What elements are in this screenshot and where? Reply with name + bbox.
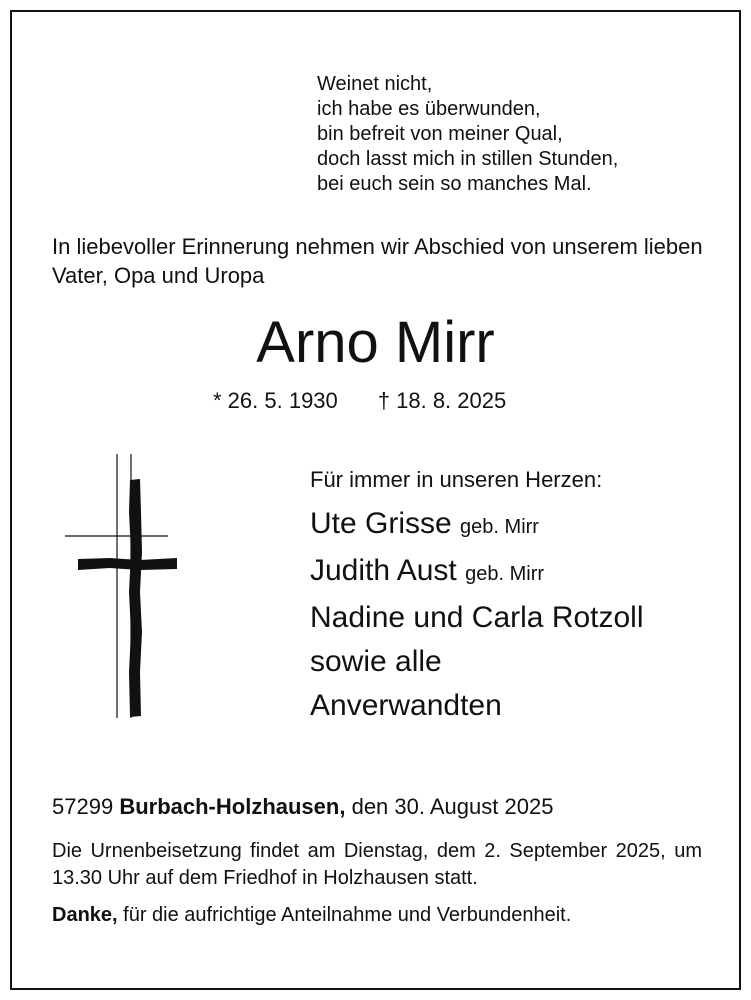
life-dates [213,386,506,416]
birth-date: * 26. 5. 1930 [213,388,338,413]
mourners-heading: Für immer in unseren Herzen: [310,467,603,492]
place-and-date [52,792,553,822]
mourner-name: sowie alle [310,645,442,678]
town-name: Burbach-Holzhausen, [119,794,346,819]
notice-date: den 30. August 2025 [351,794,554,819]
cross-icon [60,452,190,722]
burial-info: Die Urnenbeisetzung findet am Dienstag, dem 2. September 2025, um 13.30 Uhr auf dem Friedhof in Holzhausen statt. [52,840,702,889]
mourner-name: Ute Grisse [310,507,452,540]
mourner-name: Anverwandten [310,689,502,722]
mourner-name: Nadine und Carla Rotzoll [310,601,644,634]
poem-line: ich habe es überwunden, [317,98,541,120]
mourner-note: geb. Mirr [465,563,545,585]
mourners-list [310,502,644,728]
postal-code: 57299 [52,794,114,819]
intro-text: In liebevoller Erinnerung nehmen wir Abschied von unserem lieben Vater, Opa und Uropa [52,234,703,288]
deceased-name: Arno Mirr [256,310,495,375]
thanks-rest: für die aufrichtige Anteilnahme und Verbundenheit. [123,904,572,926]
poem [317,72,618,197]
mourner-note: geb. Mirr [460,516,539,538]
mourner-entry [310,640,644,684]
thanks-bold: Danke, [52,904,118,926]
poem-line: Weinet nicht, [317,73,433,95]
death-date: † 18. 8. 2025 [377,388,507,413]
mourner-entry [310,502,644,549]
thanks-line [52,902,571,929]
poem-line: doch lasst mich in stillen Stunden, [317,148,619,170]
mourner-name: Judith Aust [310,554,457,587]
poem-line: bei euch sein so manches Mal. [317,173,592,195]
poem-line: bin befreit von meiner Qual, [317,123,563,145]
mourner-entry [310,549,644,596]
mourner-entry [310,596,644,640]
mourner-entry [310,684,644,728]
